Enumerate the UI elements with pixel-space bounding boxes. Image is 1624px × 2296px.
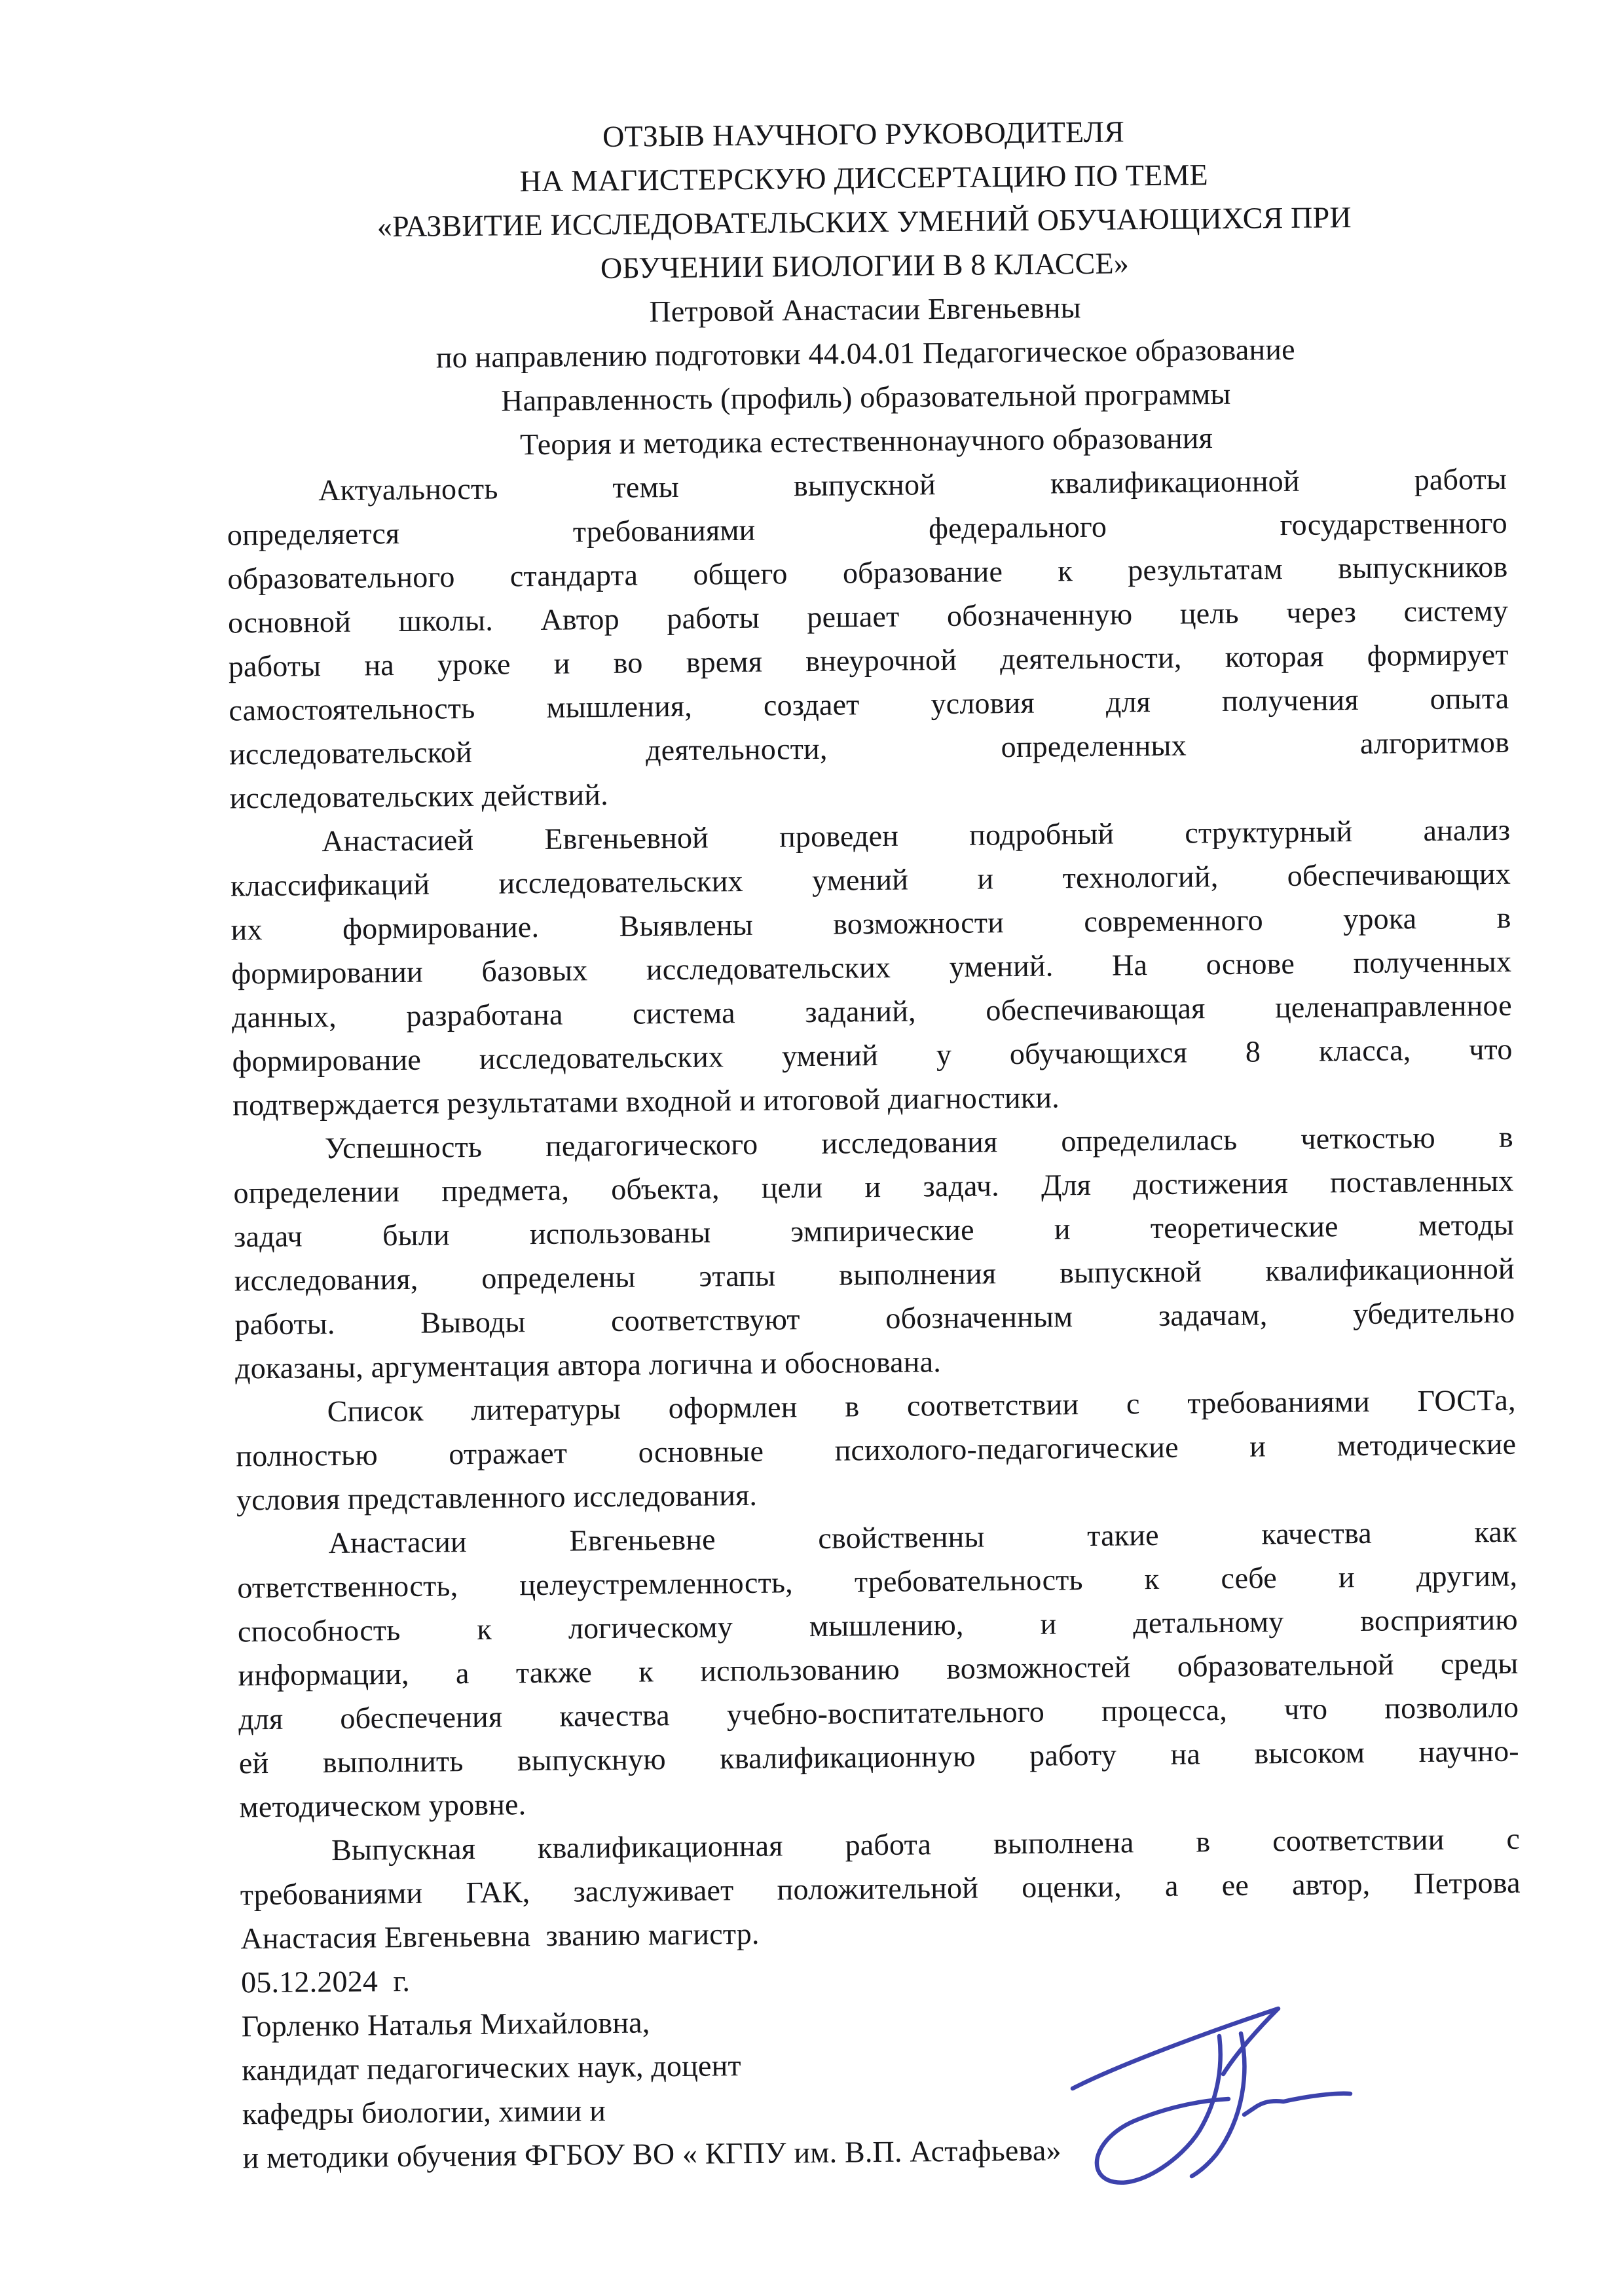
text-line: Горленко Наталья Михайловна, [241, 2005, 650, 2043]
text-line: определяется требованиями федерального государственного [227, 505, 1508, 552]
text-line: требованиями ГАК, заслуживает положительной оценки, а ее автор, Петрова [240, 1865, 1521, 1912]
text-line: Успешность педагогического исследования определилась четкостью в [324, 1120, 1514, 1165]
text-line: исследовательской деятельности, определенных алгоритмов [229, 725, 1510, 771]
text-line: 05.12.2024 г. [240, 1963, 411, 1999]
text-line: формирование исследовательских умений у обучающихся 8 класса, что [232, 1032, 1513, 1078]
signature [1048, 1990, 1356, 2187]
signature-stroke [1073, 2009, 1278, 2088]
text-line: их формирование. Выявлены возможности современного урока в [231, 900, 1511, 947]
text-line: Петровой Анастасии Евгеньевны [649, 291, 1081, 329]
text-line: основной школы. Автор работы решает обозначенную цель через систему [227, 593, 1509, 640]
text-line: ОБУЧЕНИИ БИОЛОГИИ В 8 КЛАССЕ» [600, 246, 1130, 285]
text-line: Анастасия Евгеньевна званию магистр. [240, 1916, 760, 1956]
text-line: исследования, определены этапы выполнения выпускной квалификационной [234, 1251, 1515, 1298]
text-line: по направлению подготовки 44.04.01 Педагогическое образование [435, 332, 1295, 374]
text-line: образовательного стандарта общего образование к результатам выпускников [227, 549, 1508, 596]
text-line: доказаны, аргументация автора логична и обоснована. [234, 1345, 942, 1385]
text-line: работы на уроке и во время внеурочной деятельности, которая формирует [228, 637, 1509, 683]
text-line: Анастасии Евгеньевне свойственны такие качества как [328, 1514, 1517, 1560]
text-line: ответственность, целеустремленность, требовательность к себе и другим, [237, 1558, 1518, 1605]
text-line: Направленность (профиль) образовательной программы [500, 376, 1231, 418]
text-line: Список литературы оформлен в соответствии с требованиями ГОСТа, [327, 1383, 1516, 1429]
signature-stroke [1244, 2094, 1350, 2115]
text-line: формировании базовых исследовательских умений. На основе полученных [231, 944, 1512, 991]
text-line: данных, разработана система заданий, обеспечивающая целенаправленное [231, 988, 1513, 1034]
text-line: самостоятельность мышления, создает условия для получения опыта [229, 681, 1509, 727]
text-line: Выпускная квалификационная работа выполнена в соответствии с [331, 1821, 1521, 1867]
text-line: кафедры биологии, химии и [242, 2094, 606, 2131]
text-line: определении предмета, объекта, цели и задач. Для достижения поставленных [233, 1163, 1514, 1210]
text-line: для обеспечения качества учебно-воспитательного процесса, что позволило [238, 1690, 1519, 1736]
text-line: и методики обучения ФГБОУ ВО « КГПУ им. В.П. Астафьева» [242, 2133, 1061, 2175]
text-line: задач были использованы эмпирические и теоретические методы [233, 1207, 1515, 1254]
text-line: кандидат педагогических наук, доцент [242, 2049, 741, 2087]
text-line: подтверждается результатами входной и итоговой диагностики. [232, 1080, 1060, 1122]
text-line: способность к логическому мышлению, и детальному восприятию [237, 1602, 1519, 1649]
text-line: Анастасией Евгеньевной проведен подробный структурный анализ [322, 812, 1511, 858]
text-line: методическом уровне. [239, 1787, 526, 1824]
text-line: Актуальность темы выпускной квалификационной работы [318, 462, 1507, 507]
text-line: ей выполнить выпускную квалификационную работу на высоком научно- [238, 1734, 1520, 1780]
text-line: классификаций исследовательских умений и технологий, обеспечивающих [230, 856, 1511, 903]
text-line: полностью отражает основные психолого-педагогические и методические [236, 1427, 1517, 1473]
text-line: ОТЗЫВ НАУЧНОГО РУКОВОДИТЕЛЯ [602, 115, 1125, 154]
text-line: информации, а также к использованию возможностей образовательной среды [238, 1646, 1519, 1692]
text-line: НА МАГИСТЕРСКУЮ ДИССЕРТАЦИЮ ПО ТЕМЕ [519, 158, 1209, 198]
text-line: «РАЗВИТИЕ ИССЛЕДОВАТЕЛЬСКИХ УМЕНИЙ ОБУЧАЮЩИХСЯ ПРИ [377, 200, 1352, 244]
text-line: условия представленного исследования. [236, 1478, 758, 1517]
text-line: работы. Выводы соответствуют обозначенным задачам, убедительно [234, 1295, 1515, 1341]
text-line: исследовательских действий. [229, 777, 609, 815]
text-line: Теория и методика естественнонаучного образования [519, 421, 1213, 462]
